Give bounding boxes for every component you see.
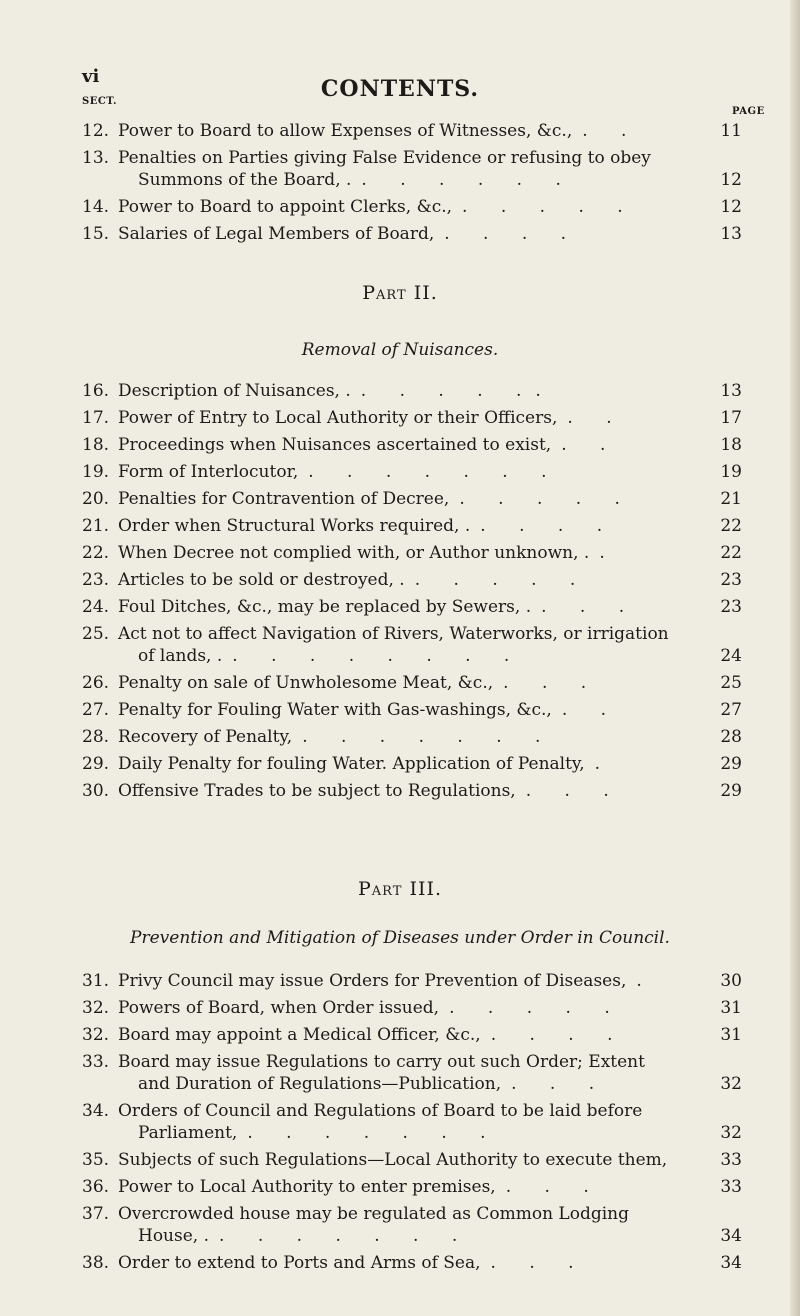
page-ref: 17 — [720, 408, 742, 428]
toc-entry — [82, 434, 742, 456]
leader-dots: . . . . . — [462, 197, 637, 217]
toc-entry — [82, 1051, 742, 1095]
entry-title: Power to Board to appoint Clerks, &c., — [118, 197, 453, 217]
section-number: 38. — [82, 1253, 110, 1273]
leader-dots: . . . . — [480, 516, 617, 536]
entry-title: Orders of Council and Regulations of Board to be laid before — [118, 1101, 643, 1121]
leader-dots: . . . . . . . — [302, 727, 555, 747]
leader-dots: . . — [567, 408, 626, 428]
leader-dots: . — [599, 543, 619, 563]
section-number: 36. — [82, 1177, 110, 1197]
toc-entry — [82, 1100, 742, 1144]
leader-dots: . . . — [511, 1074, 609, 1094]
page-ref: 21 — [720, 489, 742, 509]
section-number: 28. — [82, 727, 110, 747]
leader-dots: . . . — [525, 781, 623, 801]
section-number: 20. — [82, 489, 110, 509]
toc-entry — [82, 780, 742, 802]
page-ref: 23 — [720, 597, 742, 617]
entry-title: Daily Penalty for fouling Water. Application of Penalty, — [118, 754, 585, 774]
leader-dots: . . . . . . . — [308, 462, 561, 482]
toc-entry — [82, 672, 742, 694]
page-ref: 30 — [720, 971, 742, 991]
part1-entries — [82, 120, 742, 250]
section-number: 24. — [82, 597, 110, 617]
entry-title: Penalties on Parties giving False Evidence or refusing to obey — [118, 148, 651, 168]
page-ref: 29 — [720, 754, 742, 774]
toc-entry — [82, 997, 742, 1019]
toc-entry — [82, 515, 742, 537]
entry-title: Board may appoint a Medical Officer, &c., — [118, 1025, 481, 1045]
leader-dots: . . . . — [490, 1025, 627, 1045]
page-ref: 28 — [720, 727, 742, 747]
entry-title: Overcrowded house may be regulated as Common Lodging — [118, 1204, 629, 1224]
section-number: 27. — [82, 700, 110, 720]
section-number: 30. — [82, 781, 110, 801]
section-number: 31. — [82, 971, 110, 991]
entry-title: Order when Structural Works required, . — [118, 516, 471, 536]
part3-subheading: Prevention and Mitigation of Diseases under Order in Council. — [130, 928, 670, 948]
page-ref: 33 — [720, 1177, 742, 1197]
toc-entry — [82, 147, 742, 191]
page-ref: 18 — [720, 435, 742, 455]
entry-title: Foul Ditches, &c., may be replaced by Sewers, . — [118, 597, 532, 617]
toc-entry — [82, 1252, 742, 1274]
section-number: 37. — [82, 1204, 110, 1224]
part3-entries — [82, 970, 742, 1279]
toc-entry — [82, 120, 742, 142]
leader-dots: . . . . .. — [360, 381, 555, 401]
page-ref: 34 — [720, 1226, 742, 1246]
section-number: 25. — [82, 624, 110, 644]
page-ref: 22 — [720, 543, 742, 563]
sect-column-label: SECT. — [82, 96, 117, 107]
section-number: 33. — [82, 1052, 110, 1072]
leader-dots: . — [636, 971, 656, 991]
page-ref: 24 — [720, 646, 742, 666]
leader-dots: . . . . . . . . — [232, 646, 524, 666]
page-ref: 19 — [720, 462, 742, 482]
page-ref: 27 — [720, 700, 742, 720]
leader-dots: . . — [582, 121, 641, 141]
entry-title: When Decree not complied with, or Author unknown, . — [118, 543, 590, 563]
entry-title: Act not to affect Navigation of Rivers, Waterworks, or irrigation — [118, 624, 669, 644]
section-number: 35. — [82, 1150, 110, 1170]
page-number: vi — [82, 66, 100, 87]
leader-dots: . . . . . . . — [219, 1226, 472, 1246]
toc-entry — [82, 461, 742, 483]
entry-title-continuation: and Duration of Regulations—Publication, — [138, 1074, 502, 1094]
entry-title: Penalty on sale of Unwholesome Meat, &c., — [118, 673, 494, 693]
toc-entry — [82, 196, 742, 218]
page-ref: 31 — [720, 1025, 742, 1045]
section-number: 26. — [82, 673, 110, 693]
page-ref: 12 — [720, 197, 742, 217]
entry-title: Board may issue Regulations to carry out such Order; Extent — [118, 1052, 645, 1072]
entry-title: Order to extend to Ports and Arms of Sea, — [118, 1253, 481, 1273]
page-ref: 29 — [720, 781, 742, 801]
part2-subheading: Removal of Nuisances. — [301, 340, 499, 360]
entry-title: Privy Council may issue Orders for Prevention of Diseases, — [118, 971, 627, 991]
leader-dots: . . . — [503, 673, 601, 693]
entry-title: Subjects of such Regulations—Local Authority to execute them, — [118, 1150, 668, 1170]
toc-entry — [82, 488, 742, 510]
part3-heading: Part III. — [358, 878, 442, 900]
page-ref: 12 — [720, 170, 742, 190]
entry-title: Power of Entry to Local Authority or their Officers, — [118, 408, 558, 428]
toc-entry — [82, 1176, 742, 1198]
leader-dots: . . . . — [444, 224, 581, 244]
leader-dots: . . . . . . . — [247, 1123, 500, 1143]
page-ref: 13 — [720, 381, 742, 401]
entry-title-continuation: Parliament, — [138, 1123, 238, 1143]
entry-title: Powers of Board, when Order issued, — [118, 998, 440, 1018]
page-ref: 11 — [720, 121, 742, 141]
entry-title: Description of Nuisances, . — [118, 381, 351, 401]
toc-entry — [82, 1203, 742, 1247]
page-edge-shadow — [790, 0, 800, 1316]
leader-dots: . — [594, 754, 615, 774]
section-number: 29. — [82, 754, 110, 774]
section-number: 18. — [82, 435, 110, 455]
leader-dots: . . . . . . — [361, 170, 575, 190]
entry-title: Form of Interlocutor, — [118, 462, 299, 482]
page-ref: 32 — [720, 1123, 742, 1143]
section-number: 23. — [82, 570, 110, 590]
leader-dots: . . . — [505, 1177, 603, 1197]
entry-title-continuation: House, . — [138, 1226, 210, 1246]
entry-title: Articles to be sold or destroyed, . — [118, 570, 405, 590]
page-ref: 32 — [720, 1074, 742, 1094]
toc-entry — [82, 699, 742, 721]
entry-title: Offensive Trades to be subject to Regulations, — [118, 781, 516, 801]
section-number: 13. — [82, 148, 110, 168]
leader-dots: . . — [561, 435, 620, 455]
section-number: 32. — [82, 1025, 110, 1045]
leader-dots: . . . — [490, 1253, 588, 1273]
toc-entry — [82, 726, 742, 748]
part2-heading: Part II. — [362, 282, 438, 304]
page-title: CONTENTS. — [320, 76, 480, 102]
toc-entry — [82, 569, 742, 591]
entry-title: Proceedings when Nuisances ascertained to exist, — [118, 435, 552, 455]
section-number: 32. — [82, 998, 110, 1018]
entry-title: Penalty for Fouling Water with Gas-washings, &c., — [118, 700, 552, 720]
entry-title: Power to Local Authority to enter premises, — [118, 1177, 496, 1197]
section-number: 12. — [82, 121, 110, 141]
part2-entries — [82, 380, 742, 807]
leader-dots: . . — [561, 700, 621, 720]
leader-dots: . . . . . — [459, 489, 634, 509]
entry-title-continuation: Summons of the Board, . — [138, 170, 352, 190]
toc-entry — [82, 380, 742, 402]
page-ref: 22 — [720, 516, 742, 536]
toc-entry — [82, 1024, 742, 1046]
page-column-label: PAGE — [732, 106, 765, 117]
page-ref: 23 — [720, 570, 742, 590]
section-number: 17. — [82, 408, 110, 428]
toc-entry — [82, 542, 742, 564]
section-number: 22. — [82, 543, 110, 563]
section-number: 19. — [82, 462, 110, 482]
entry-title: Recovery of Penalty, — [118, 727, 293, 747]
toc-entry — [82, 1149, 742, 1171]
page-ref: 33 — [720, 1150, 742, 1170]
leader-dots: . . . — [541, 597, 639, 617]
section-number: 21. — [82, 516, 110, 536]
entry-title: Salaries of Legal Members of Board, — [118, 224, 435, 244]
page-ref: 31 — [720, 998, 742, 1018]
page-ref: 34 — [720, 1253, 742, 1273]
page-ref: 25 — [720, 673, 742, 693]
toc-entry — [82, 223, 742, 245]
leader-dots: . . . . . — [414, 570, 590, 590]
toc-entry — [82, 623, 742, 667]
page-ref: 13 — [720, 224, 742, 244]
section-number: 14. — [82, 197, 110, 217]
entry-title: Power to Board to allow Expenses of Witnesses, &c., — [118, 121, 573, 141]
entry-title-continuation: of lands, . — [138, 646, 223, 666]
toc-entry — [82, 596, 742, 618]
entry-title: Penalties for Contravention of Decree, — [118, 489, 450, 509]
section-number: 16. — [82, 381, 110, 401]
section-number: 34. — [82, 1101, 110, 1121]
leader-dots: . . . . . — [449, 998, 624, 1018]
toc-entry — [82, 970, 742, 992]
toc-entry — [82, 407, 742, 429]
toc-entry — [82, 753, 742, 775]
section-number: 15. — [82, 224, 110, 244]
